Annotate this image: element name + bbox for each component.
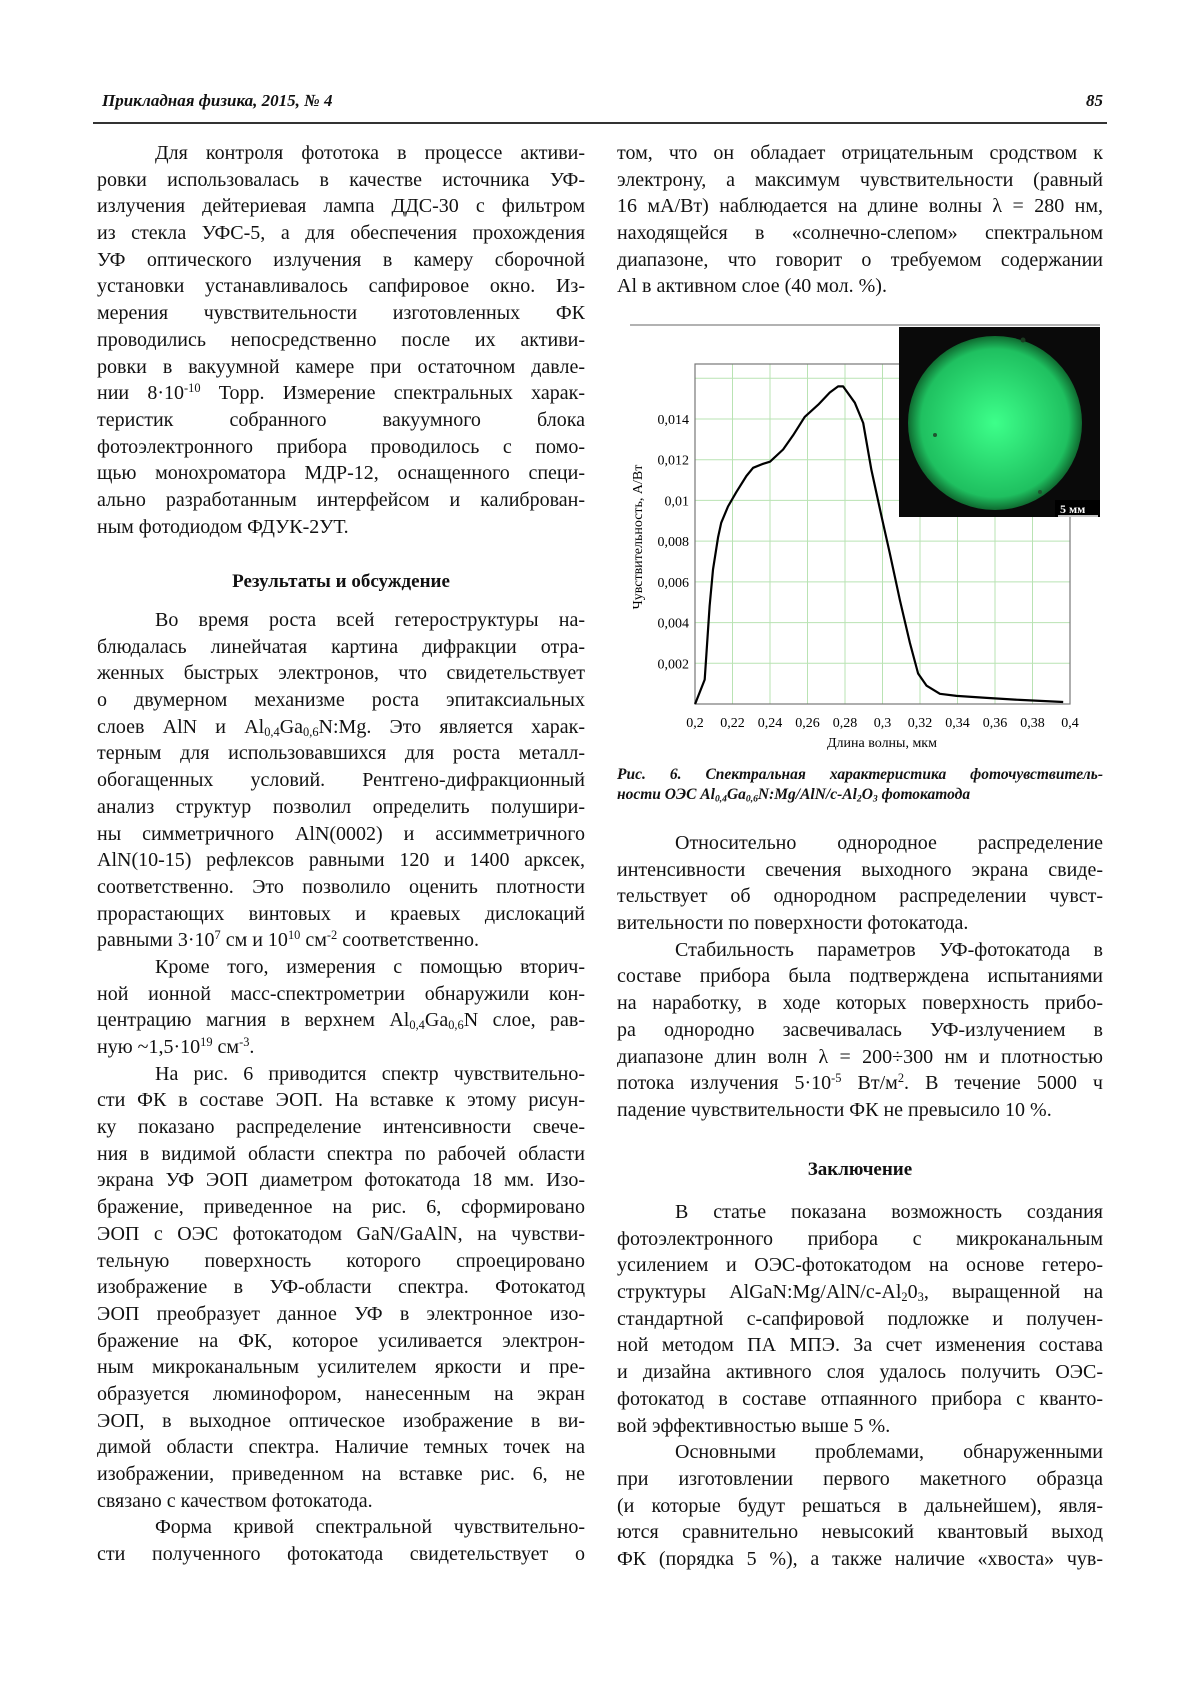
y-tick-label: 0,002 (657, 657, 689, 673)
x-tick-label: 0,36 (982, 716, 1008, 731)
superscript: -3 (239, 1035, 250, 1050)
text-line: и дизайна активного слоя удалось получить ОЭС- (617, 1361, 1103, 1384)
paragraph (97, 607, 585, 954)
paragraph (97, 1514, 585, 1567)
text-line: Относительно однородное распределение (675, 832, 1103, 854)
x-tick-label: 0,2 (686, 716, 704, 731)
text-line: находящейся в «солнечно-слепом» спектральном (617, 222, 1103, 245)
text-line: ФК (порядка 5 %), а также наличие «хвоста» чув- (617, 1547, 1103, 1570)
text-line: том, что он обладает отрицательным сродством к (617, 142, 1103, 164)
glowing-screen (908, 336, 1082, 510)
text-line: изображение в УФ-области спектра. Фотокатод (97, 1276, 585, 1299)
text-line: из стекла УФС-5, а для обеспечения прохождения (97, 222, 585, 245)
text-line: мерения чувствительности изготовленных ФК (97, 302, 585, 325)
dark-spot (1038, 490, 1042, 494)
text-line: электрону, а максимум чувствительности (равный (617, 168, 1103, 191)
superscript: -10 (184, 381, 201, 396)
y-tick-label: 0,006 (657, 575, 689, 591)
journal-title: Прикладная физика, 2015, № 4 (102, 91, 333, 110)
text-line: теристик собранного вакуумного блока (97, 408, 585, 431)
text-line: стандартной с-сапфировой подложке и получен- (617, 1307, 1103, 1330)
text-line (97, 927, 585, 954)
text-line: фотокатод в составе отпаянного прибора с кванто- (617, 1387, 1103, 1410)
text-line: тельствует об однородном распределении чувст- (617, 885, 1103, 908)
header-rule (93, 122, 1107, 124)
text-line: терным для использовавшихся для роста металл- (97, 742, 585, 765)
text-segment: см (300, 929, 327, 952)
text-line: ЭОП с ОЭС фотокатодом GaN/GaAlN, на чувстви- (97, 1222, 585, 1245)
text-line: AlN(10-15) рефлексов равными 120 и 1400 арксек, (97, 849, 585, 872)
superscript: -2 (326, 928, 338, 943)
text-line: Al в активном слое (40 мол. %). (617, 275, 887, 298)
text-segment: равными 3·10 (97, 929, 215, 952)
superscript: 7 (214, 928, 221, 943)
text-line: ку показано распределение интенсивности свече- (97, 1116, 585, 1139)
x-axis-label: Длина волны, мкм (827, 736, 937, 751)
text-line: ным фотодиодом ФДУК-2УТ. (97, 515, 349, 538)
text-line: ЭОП, в выходное оптическое изображение в ви- (97, 1409, 585, 1432)
x-tick-label: 0,28 (832, 716, 858, 731)
text-line (97, 714, 585, 741)
text-line: соответственно. Это позволило оценить плотности (97, 875, 585, 898)
y-tick-label: 0,012 (657, 453, 689, 469)
left-column (97, 140, 585, 540)
y-tick-label: 0,01 (664, 494, 689, 510)
text-segment: N слое, рав- (463, 1009, 585, 1032)
paragraph (97, 1061, 585, 1515)
text-line: образуется люминофором, нанесенным на экран (97, 1382, 585, 1405)
text-segment: Торр. Измерение спектральных харак- (200, 382, 585, 405)
text-segment: нии 8·10 (97, 382, 185, 405)
text-segment: центрацию магния в верхнем Al (97, 1009, 410, 1032)
text-line: Во время роста всей гетероструктуры на- (155, 609, 585, 631)
text-segment: см и 10 (220, 929, 288, 952)
text-line: вительности по поверхности фотокатода. (617, 912, 969, 935)
right-column-middle (617, 830, 1103, 1124)
text-line: димой области спектра. Наличие темных точек на (97, 1436, 585, 1459)
text-line: фотоэлектронного прибора проводилось с помо- (97, 435, 585, 458)
text-line: усилением и ОЭС-фотокатодом на основе гетеро- (617, 1254, 1103, 1277)
text-line: Кроме того, измерения с помощью вторич- (155, 955, 585, 978)
superscript: -5 (831, 1071, 842, 1086)
text-line: ным микроканальным усилителем яркости и пре- (97, 1356, 585, 1379)
inset-photo (899, 327, 1100, 517)
text-line: Стабильность параметров УФ-фотокатода в (675, 938, 1103, 961)
subscript: 2 (856, 793, 862, 805)
subscript: 2 (901, 1290, 908, 1305)
text-line: при изготовлении первого макетного образца (617, 1467, 1103, 1490)
text-line: обогащенных условий. Рентгено-дифракционный (97, 769, 585, 792)
x-tick-label: 0,24 (757, 716, 783, 731)
paragraph (617, 830, 1103, 937)
text-line (617, 1279, 1103, 1306)
x-tick-label: 0,38 (1020, 716, 1045, 731)
text-line: женных быстрых электронов, что свидетельствует (97, 662, 585, 685)
text-line: диапазоне длин волн λ = 200÷300 нм и плотностью (617, 1045, 1103, 1068)
x-tick-label: 0,22 (720, 716, 745, 731)
subscript: 3 (872, 793, 878, 805)
subscript: 0,6 (448, 1018, 464, 1033)
paragraph (617, 140, 1103, 300)
text-line: интенсивности свечения выходного экрана свиде- (617, 858, 1103, 881)
text-line: ально разработанным интерфейсом и калиброван- (97, 488, 585, 511)
subscript: 0,4 (714, 793, 727, 805)
text-line: Основными проблемами, обнаруженными (675, 1441, 1103, 1464)
text-segment: , выращенной на (923, 1281, 1103, 1304)
subscript: 0,4 (409, 1018, 425, 1033)
right-column-conclusion (617, 1199, 1103, 1573)
caption-text (617, 765, 1103, 805)
text-segment: ности ОЭС Al (617, 786, 715, 803)
text-line: бражение на ФК, которое усиливается электрон- (97, 1329, 585, 1352)
y-tick-label: 0,004 (657, 616, 689, 632)
text-line: Для контроля фототока в процессе активи- (155, 142, 585, 164)
text-line: фотоэлектронного прибора с микроканальным (617, 1227, 1103, 1250)
subscript: 3 (917, 1290, 924, 1305)
text-line: На рис. 6 приводится спектр чувствительно- (155, 1062, 585, 1085)
y-tick-label: 0,008 (657, 535, 689, 551)
page-number: 85 (1086, 91, 1103, 110)
left-column-results (97, 607, 585, 1568)
text-segment: Вт/м (841, 1072, 898, 1095)
text-line: на наработку, в ходе которых поверхность прибо- (617, 992, 1103, 1015)
text-line: бражение, приведенное на рис. 6, сформировано (97, 1196, 585, 1219)
text-line: (и которые будут решаться в дальнейшем), явля- (617, 1494, 1103, 1517)
text-line: ровки в вакуумной камере при остаточном давле- (97, 355, 585, 378)
x-tick-label: 0,34 (945, 716, 970, 731)
text-line (617, 785, 1103, 805)
text-line: о двумерном механизме роста эпитаксиальных (97, 689, 585, 712)
text-segment: слоев AlN и Al (97, 715, 265, 738)
text-line: изображении, приведенном на вставке рис. 6, не (97, 1463, 585, 1485)
text-line: ния в видимой области спектра по рабочей области (97, 1142, 585, 1165)
text-line: сти полученного фотокатода свидетельствует о (97, 1543, 585, 1566)
text-segment: O (861, 786, 873, 803)
subscript: 0,6 (745, 793, 758, 805)
text-line: вой эффективностью выше 5 %. (617, 1414, 891, 1437)
text-line: ровки использовалась в качестве источника УФ- (97, 168, 585, 191)
paragraph (97, 140, 585, 540)
text-segment: . (249, 1036, 255, 1058)
text-line: тельную поверхность которого спроецировано (97, 1249, 585, 1272)
text-segment: Ga (424, 1009, 449, 1032)
section-heading-conclusion: Заключение (807, 1159, 913, 1180)
text-line: блюдалась линейчатая картина дифракции отра- (97, 635, 585, 658)
superscript: 10 (287, 928, 301, 943)
text-segment: ную ~1,5·10 (97, 1036, 201, 1058)
text-segment: потока излучения 5·10 (617, 1072, 832, 1095)
paragraph (97, 954, 585, 1061)
text-segment: структуры AlGaN:Mg/AlN/c-Al (617, 1281, 902, 1304)
text-line: щью монохроматора МДР-12, оснащенного специ- (97, 462, 585, 485)
paragraph (617, 937, 1103, 1124)
text-line: 16 мА/Вт) наблюдается на длине волны λ = 280 нм, (617, 195, 1103, 218)
text-line (97, 1007, 585, 1034)
right-column-top (617, 140, 1103, 300)
text-segment: соответственно. (337, 929, 479, 952)
text-line: проводились непосредственно после их активи- (97, 328, 585, 351)
text-segment: N:Mg/AlN/c-Al (757, 786, 857, 803)
text-segment: N:Mg. Это является харак- (318, 715, 585, 738)
text-line: установки устанавливалось сапфировое окно. Из- (97, 275, 585, 298)
x-tick-label: 0,26 (795, 716, 820, 731)
text-line: диапазоне, что говорит о требуемом содержании (617, 248, 1103, 271)
text-line: анализ структур позволил определить полушири- (97, 795, 585, 818)
y-axis-label: Чувствительность, А/Вт (631, 464, 646, 610)
text-segment: Ga (726, 786, 746, 803)
subscript: 0,6 (303, 724, 319, 739)
text-line: излучения дейтериевая лампа ДДС-30 с фильтром (97, 195, 585, 218)
text-line (97, 380, 585, 407)
text-segment: Ga (279, 715, 304, 738)
subscript: 0,4 (264, 724, 280, 739)
text-segment: фотокатода (877, 786, 971, 803)
text-line: ны симметричного AlN(0002) и ассимметричного (97, 822, 585, 845)
text-segment: см (212, 1036, 240, 1058)
dark-spot (1021, 338, 1026, 343)
figure-caption (617, 765, 1103, 805)
text-segment: 0 (907, 1281, 918, 1304)
scale-bar-label: 5 мм (1060, 502, 1086, 516)
paragraph (617, 1199, 1103, 1439)
text-line (617, 1070, 1103, 1097)
text-line: В статье показана возможность создания (675, 1201, 1103, 1223)
text-line: ЭОП преобразует данное УФ в электронное изо- (97, 1302, 585, 1325)
text-line: экрана УФ ЭОП диаметром фотокатода 18 мм. Изо- (97, 1169, 585, 1192)
text-line: связано с качеством фотокатода. (97, 1489, 373, 1512)
text-line: Форма кривой спектральной чувствительно- (155, 1516, 585, 1539)
text-line: УФ оптического излучения в камеру сборочной (97, 248, 585, 271)
x-tick-label: 0,4 (1061, 716, 1079, 731)
paragraph (617, 1439, 1103, 1572)
text-line: сти ФК в составе ЭОП. На вставке к этому рисун- (97, 1089, 585, 1112)
text-line: ной методом ПА МПЭ. За счет изменения состава (617, 1334, 1103, 1357)
x-tick-label: 0,32 (907, 716, 933, 731)
text-line (97, 1034, 585, 1061)
text-segment: . В течение 5000 ч (904, 1072, 1103, 1095)
text-line: ются сравнительно невысокий квантовый выход (617, 1521, 1103, 1544)
y-tick-label: 0,014 (657, 412, 689, 428)
section-heading-results: Результаты и обсуждение (232, 571, 450, 592)
text-line: составе прибора была подтверждена испытаниями (617, 965, 1103, 988)
superscript: 2 (897, 1071, 905, 1086)
figure-6-chart (620, 300, 1110, 760)
text-line: прорастающих винтовых и краевых дислокаций (97, 902, 585, 925)
text-line: Рис. 6. Спектральная характеристика фоточувствитель- (617, 766, 1103, 783)
text-line: ра однородно засвечивалась УФ-излучением в (617, 1018, 1103, 1041)
x-tick-label: 0,3 (873, 716, 892, 731)
text-line: ной ионной масс-спектрометрии обнаружили кон- (97, 982, 585, 1005)
superscript: 19 (200, 1035, 213, 1050)
dark-spot (933, 433, 937, 437)
text-line: падение чувствительности ФК не превысило 10 %. (617, 1098, 1052, 1121)
